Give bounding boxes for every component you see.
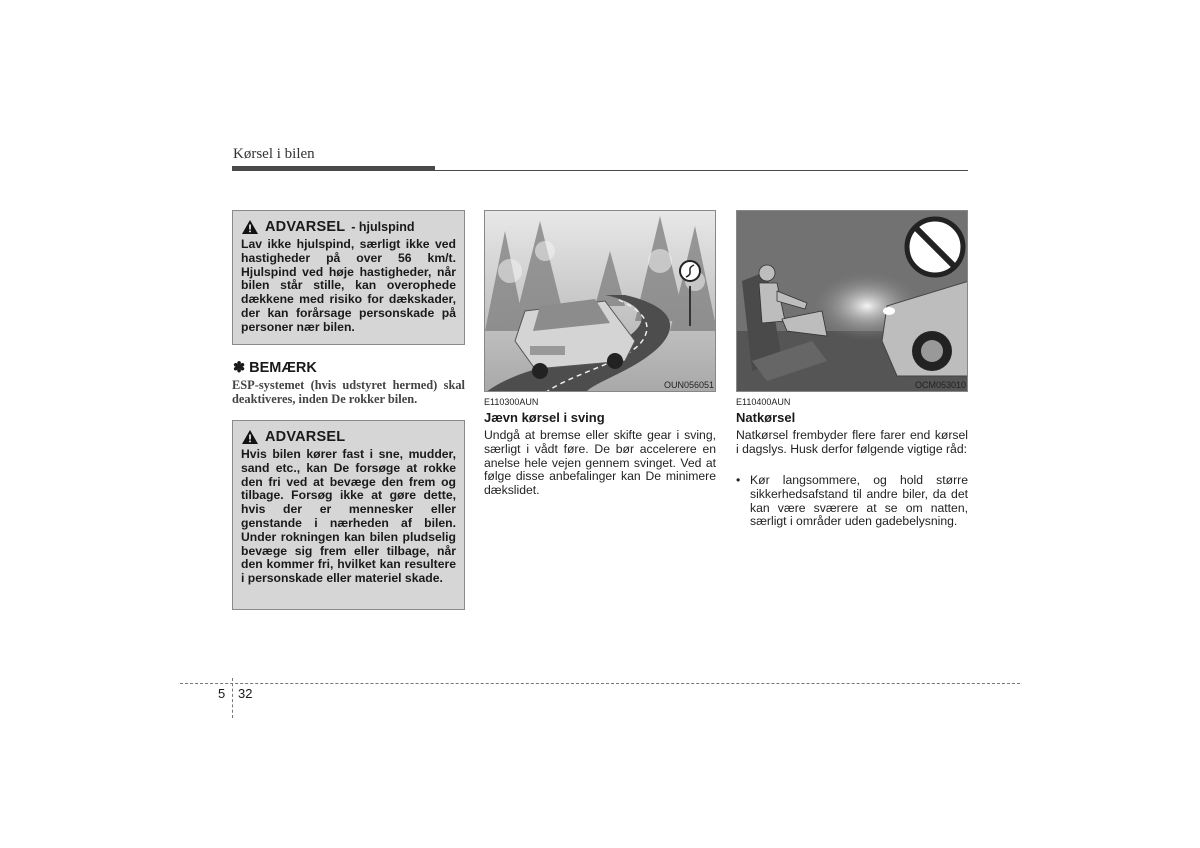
note-star-icon: ✽ xyxy=(233,360,246,376)
warning-text: Lav ikke hjulspind, særligt ikke ved hastigheder på over 56 km/t. Hjulspind ved høje hastigheder, når bilen står stille, kan overophede dækkene med risiko for dækskader, der kan forårsage personskade på personer nær bilen. xyxy=(241,237,456,334)
note-title: BEMÆRK xyxy=(249,360,317,376)
ref-code: E110300AUN xyxy=(484,397,539,407)
section-heading: Natkørsel xyxy=(736,410,796,425)
warning-header xyxy=(241,429,456,445)
warning-box-rocking xyxy=(232,420,465,610)
section-title: Kørsel i bilen xyxy=(233,146,315,162)
list-item xyxy=(736,474,968,529)
header-rule-thick xyxy=(232,166,435,171)
warning-title: ADVARSEL xyxy=(265,429,346,445)
page-number: 32 xyxy=(238,686,253,701)
note-header xyxy=(233,360,317,376)
ref-code: E110400AUN xyxy=(736,397,791,407)
warning-box-wheelspin xyxy=(232,210,465,345)
note-text: ESP-systemet (hvis udstyret hermed) skal deaktiveres, inden De rokker bilen. xyxy=(232,378,465,406)
no-entry-icon xyxy=(907,219,963,275)
warning-triangle-icon xyxy=(241,429,259,445)
footer-rule xyxy=(180,683,1020,684)
warning-title: ADVARSEL xyxy=(265,219,346,235)
section-heading: Jævn kørsel i sving xyxy=(484,410,605,425)
chapter-number: 5 xyxy=(218,686,226,701)
curve-driving-photo xyxy=(484,210,716,392)
night-driving-photo xyxy=(736,210,968,392)
photo-code: OCM053010 xyxy=(914,380,966,390)
warning-subtitle: - hjulspind xyxy=(351,220,415,234)
list-item-text: Kør langsommere, og hold større sikkerhedsafstand til andre biler, da det kan være sværere at se om natten, særligt i områder uden gadebelysning. xyxy=(750,473,968,529)
section-body: Undgå at bremse eller skifte gear i sving, særligt i vådt føre. De bør accelerere en anelse hele vejen gennem svinget. Ved at følge disse anbefalinger kan De minimere dækslidet. xyxy=(484,428,716,498)
bullet-icon: • xyxy=(736,473,741,487)
section-body: Natkørsel frembyder flere farer end kørsel i dagslys. Husk derfor følgende vigtige råd: xyxy=(736,428,968,456)
curve-sign-icon xyxy=(680,261,700,281)
warning-triangle-icon xyxy=(241,219,259,235)
warning-text: Hvis bilen kører fast i sne, mudder, sand etc., kan De forsøge at rokke den fri ved at bevæge den frem og tilbage. Forsøg ikke at gøre dette, hvis der er mennesker eller genstande i nærheden af bilen. Under rokningen kan bilen pludselig bevæge sig frem eller tilbage, når den kommer fri, hvilket kan resultere i personskade eller materiel skade. xyxy=(241,447,456,586)
warning-header xyxy=(241,219,456,235)
photo-code: OUN056051 xyxy=(663,380,714,390)
footer-divider xyxy=(232,678,233,718)
header-rule-thin xyxy=(435,170,968,171)
